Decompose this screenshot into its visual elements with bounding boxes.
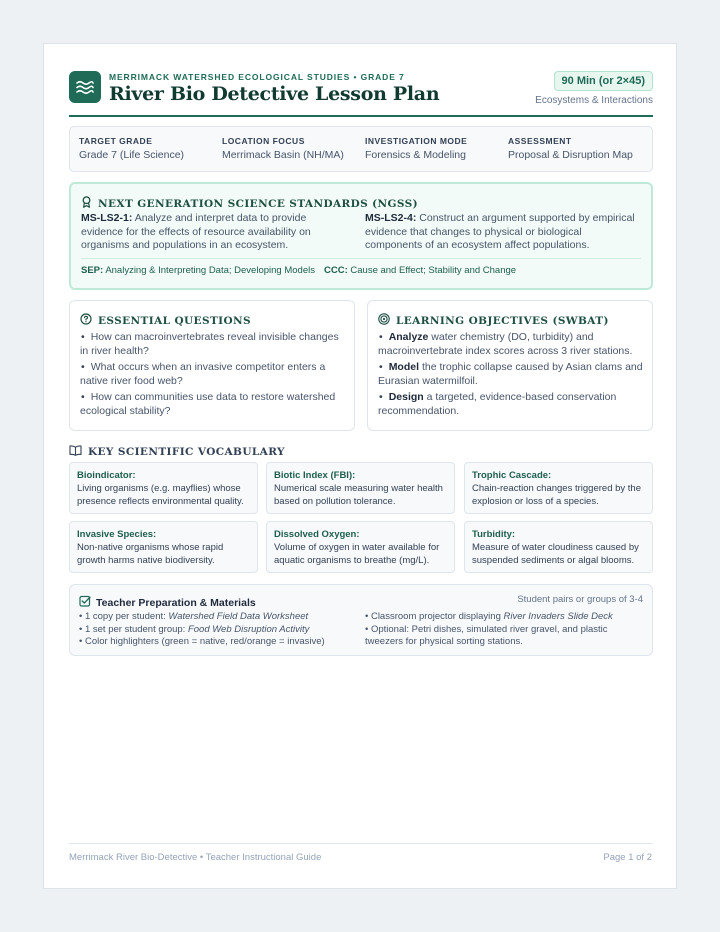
topic-label: Ecosystems & Interactions	[535, 95, 653, 106]
list-item: • Color highlighters (green = native, red/orange = invasive)	[79, 636, 325, 647]
ccc-label: CCC:	[324, 265, 348, 276]
list-item: • What occurs when an invasive competitor enters a native river food web?	[80, 361, 326, 387]
vocab-card-turbidity	[464, 521, 653, 573]
page-number: Page 1 of 2	[603, 852, 652, 863]
objectives-list	[378, 331, 643, 421]
header-divider	[69, 115, 653, 117]
sep-label: SEP:	[81, 265, 104, 276]
checkbox-checked-icon	[79, 594, 91, 612]
info-value: Proposal & Disruption Map	[508, 149, 633, 161]
vocab-card-trophic-cascade	[464, 462, 653, 514]
vocab-term: Biotic Index (FBI):	[274, 470, 356, 481]
objective-text: the trophic collapse caused by Asian clams and Eurasian watermilfoil.	[378, 361, 643, 387]
list-item: • Analyze water chemistry (DO, turbidity) and macroinvertebrate index scores across 3 river stations.	[378, 331, 633, 357]
info-location-focus	[222, 136, 344, 161]
standard-code: MS-LS2-4:	[365, 212, 417, 224]
vocab-definition: Volume of oxygen in water available for aquatic organisms to breathe (mg/L).	[274, 542, 440, 566]
vocab-card-biotic-index	[266, 462, 455, 514]
list-item: • Classroom projector displaying River Invaders Slide Deck	[365, 611, 613, 622]
objectives-heading-text: LEARNING OBJECTIVES (SWBAT)	[396, 315, 609, 327]
waves-logo-icon	[69, 71, 101, 103]
vocab-term: Turbidity:	[472, 529, 516, 540]
page-header	[69, 70, 653, 116]
info-target-grade	[79, 136, 184, 161]
standard-ms-ls2-1	[81, 212, 351, 253]
ngss-heading-text: NEXT GENERATION SCIENCE STANDARDS (NGSS)	[98, 198, 419, 210]
page-title: River Bio Detective Lesson Plan	[109, 83, 440, 105]
ngss-standards-box	[69, 182, 653, 290]
sep-line	[81, 265, 315, 276]
vocab-definition: Measure of water cloudiness caused by suspended sediments or algal blooms.	[472, 542, 639, 566]
vocab-definition: Living organisms (e.g. mayflies) whose presence reflects environmental quality.	[77, 483, 244, 507]
list-item: • Model the trophic collapse caused by Asian clams and Eurasian watermilfoil.	[378, 361, 643, 387]
info-value: Grade 7 (Life Science)	[79, 149, 185, 161]
vocab-term: Trophic Cascade:	[472, 470, 552, 481]
vocab-definition: Non-native organisms whose rapid growth harms native biodiversity.	[77, 542, 224, 566]
info-value: Forensics & Modeling	[365, 149, 466, 161]
grouping-note: Student pairs or groups of 3-4	[517, 594, 643, 605]
info-assessment	[508, 136, 633, 161]
standard-text: Construct an argument supported by empirical evidence that changes to physical or biological components of an ecosystem affect populations.	[365, 212, 635, 251]
ccc-line	[324, 265, 516, 276]
award-ribbon-icon	[81, 195, 92, 213]
objective-verb: Design	[388, 391, 424, 403]
vocab-definition: Chain-reaction changes triggered by the explosion or loss of a species.	[472, 483, 641, 507]
ccc-text: Cause and Effect; Stability and Change	[350, 265, 517, 276]
vocab-card-dissolved-oxygen	[266, 521, 455, 573]
teacher-prep-box	[69, 584, 653, 656]
list-item: • 1 set per student group: Food Web Disruption Activity	[79, 623, 310, 635]
questions-list	[80, 331, 345, 421]
objectives-heading	[378, 312, 609, 330]
info-label: TARGET GRADE	[79, 136, 153, 146]
info-label: LOCATION FOCUS	[222, 136, 305, 146]
question-text: How can communities use data to restore watershed ecological stability?	[80, 391, 336, 417]
standard-code: MS-LS2-1:	[81, 212, 133, 224]
objective-verb: Model	[388, 361, 420, 373]
info-label: INVESTIGATION MODE	[365, 136, 468, 146]
prep-heading-text: Teacher Preparation & Materials	[96, 597, 256, 609]
vocab-card-invasive-species	[69, 521, 258, 573]
vocab-card-bioindicator	[69, 462, 258, 514]
list-item: • 1 copy per student: Watershed Field Data Worksheet	[79, 611, 309, 622]
list-item: • How can macroinvertebrates reveal invisible changes in river health?	[80, 331, 339, 357]
question-text: What occurs when an invasive competitor enters a native river food web?	[80, 361, 326, 387]
target-icon	[378, 312, 390, 330]
list-item: tweezers for physical sorting stations.	[365, 636, 523, 647]
footer-guide-title: Merrimack River Bio-Detective • Teacher Instructional Guide	[69, 852, 322, 863]
questions-heading-text: ESSENTIAL QUESTIONS	[98, 315, 251, 327]
learning-objectives-card	[367, 300, 653, 431]
list-item: • Design a targeted, evidence-based conservation recommendation.	[378, 391, 617, 417]
vocab-definition: Numerical scale measuring water health based on pollution tolerance.	[274, 483, 443, 507]
list-item: • Optional: Petri dishes, simulated river gravel, and plastic	[365, 623, 608, 635]
duration-badge: 90 Min (or 2×45)	[554, 71, 653, 91]
series-kicker: MERRIMACK WATERSHED ECOLOGICAL STUDIES • GRADE 7	[109, 72, 405, 82]
objective-text: a targeted, evidence-based conservation recommendation.	[378, 391, 617, 417]
vocab-term: Invasive Species:	[77, 529, 157, 540]
vocab-term: Dissolved Oxygen:	[274, 529, 360, 540]
info-label: ASSESSMENT	[508, 136, 572, 146]
standard-text: Analyze and interpret data to provide evidence for the effects of resource availability on organisms and populations in an ecosystem.	[81, 212, 311, 251]
lesson-plan-page	[43, 43, 677, 889]
prep-materials-left	[79, 611, 325, 649]
vocab-heading-text: KEY SCIENTIFIC VOCABULARY	[88, 446, 285, 458]
prep-materials-right	[365, 611, 613, 649]
vocab-heading	[69, 443, 285, 461]
question-circle-icon	[80, 312, 92, 330]
questions-heading	[80, 312, 251, 330]
list-item: • How can communities use data to restore watershed ecological stability?	[80, 391, 336, 417]
objective-text: water chemistry (DO, turbidity) and macroinvertebrate index scores across 3 river stations.	[378, 331, 633, 357]
vocab-term: Bioindicator:	[77, 470, 136, 481]
sep-text: Analyzing & Interpreting Data; Developing Models	[105, 265, 315, 276]
standard-ms-ls2-4	[365, 212, 635, 253]
ngss-divider	[81, 258, 641, 259]
page-content	[69, 70, 653, 647]
info-value: Merrimack Basin (NH/MA)	[222, 149, 344, 161]
essential-questions-card	[69, 300, 355, 431]
info-investigation-mode	[365, 136, 467, 161]
ngss-heading	[81, 195, 418, 213]
objective-verb: Analyze	[388, 331, 429, 343]
footer-divider	[69, 843, 653, 844]
question-text: How can macroinvertebrates reveal invisible changes in river health?	[80, 331, 339, 357]
open-book-icon	[69, 443, 82, 461]
prep-heading	[79, 594, 256, 612]
lesson-info-strip	[69, 126, 653, 172]
